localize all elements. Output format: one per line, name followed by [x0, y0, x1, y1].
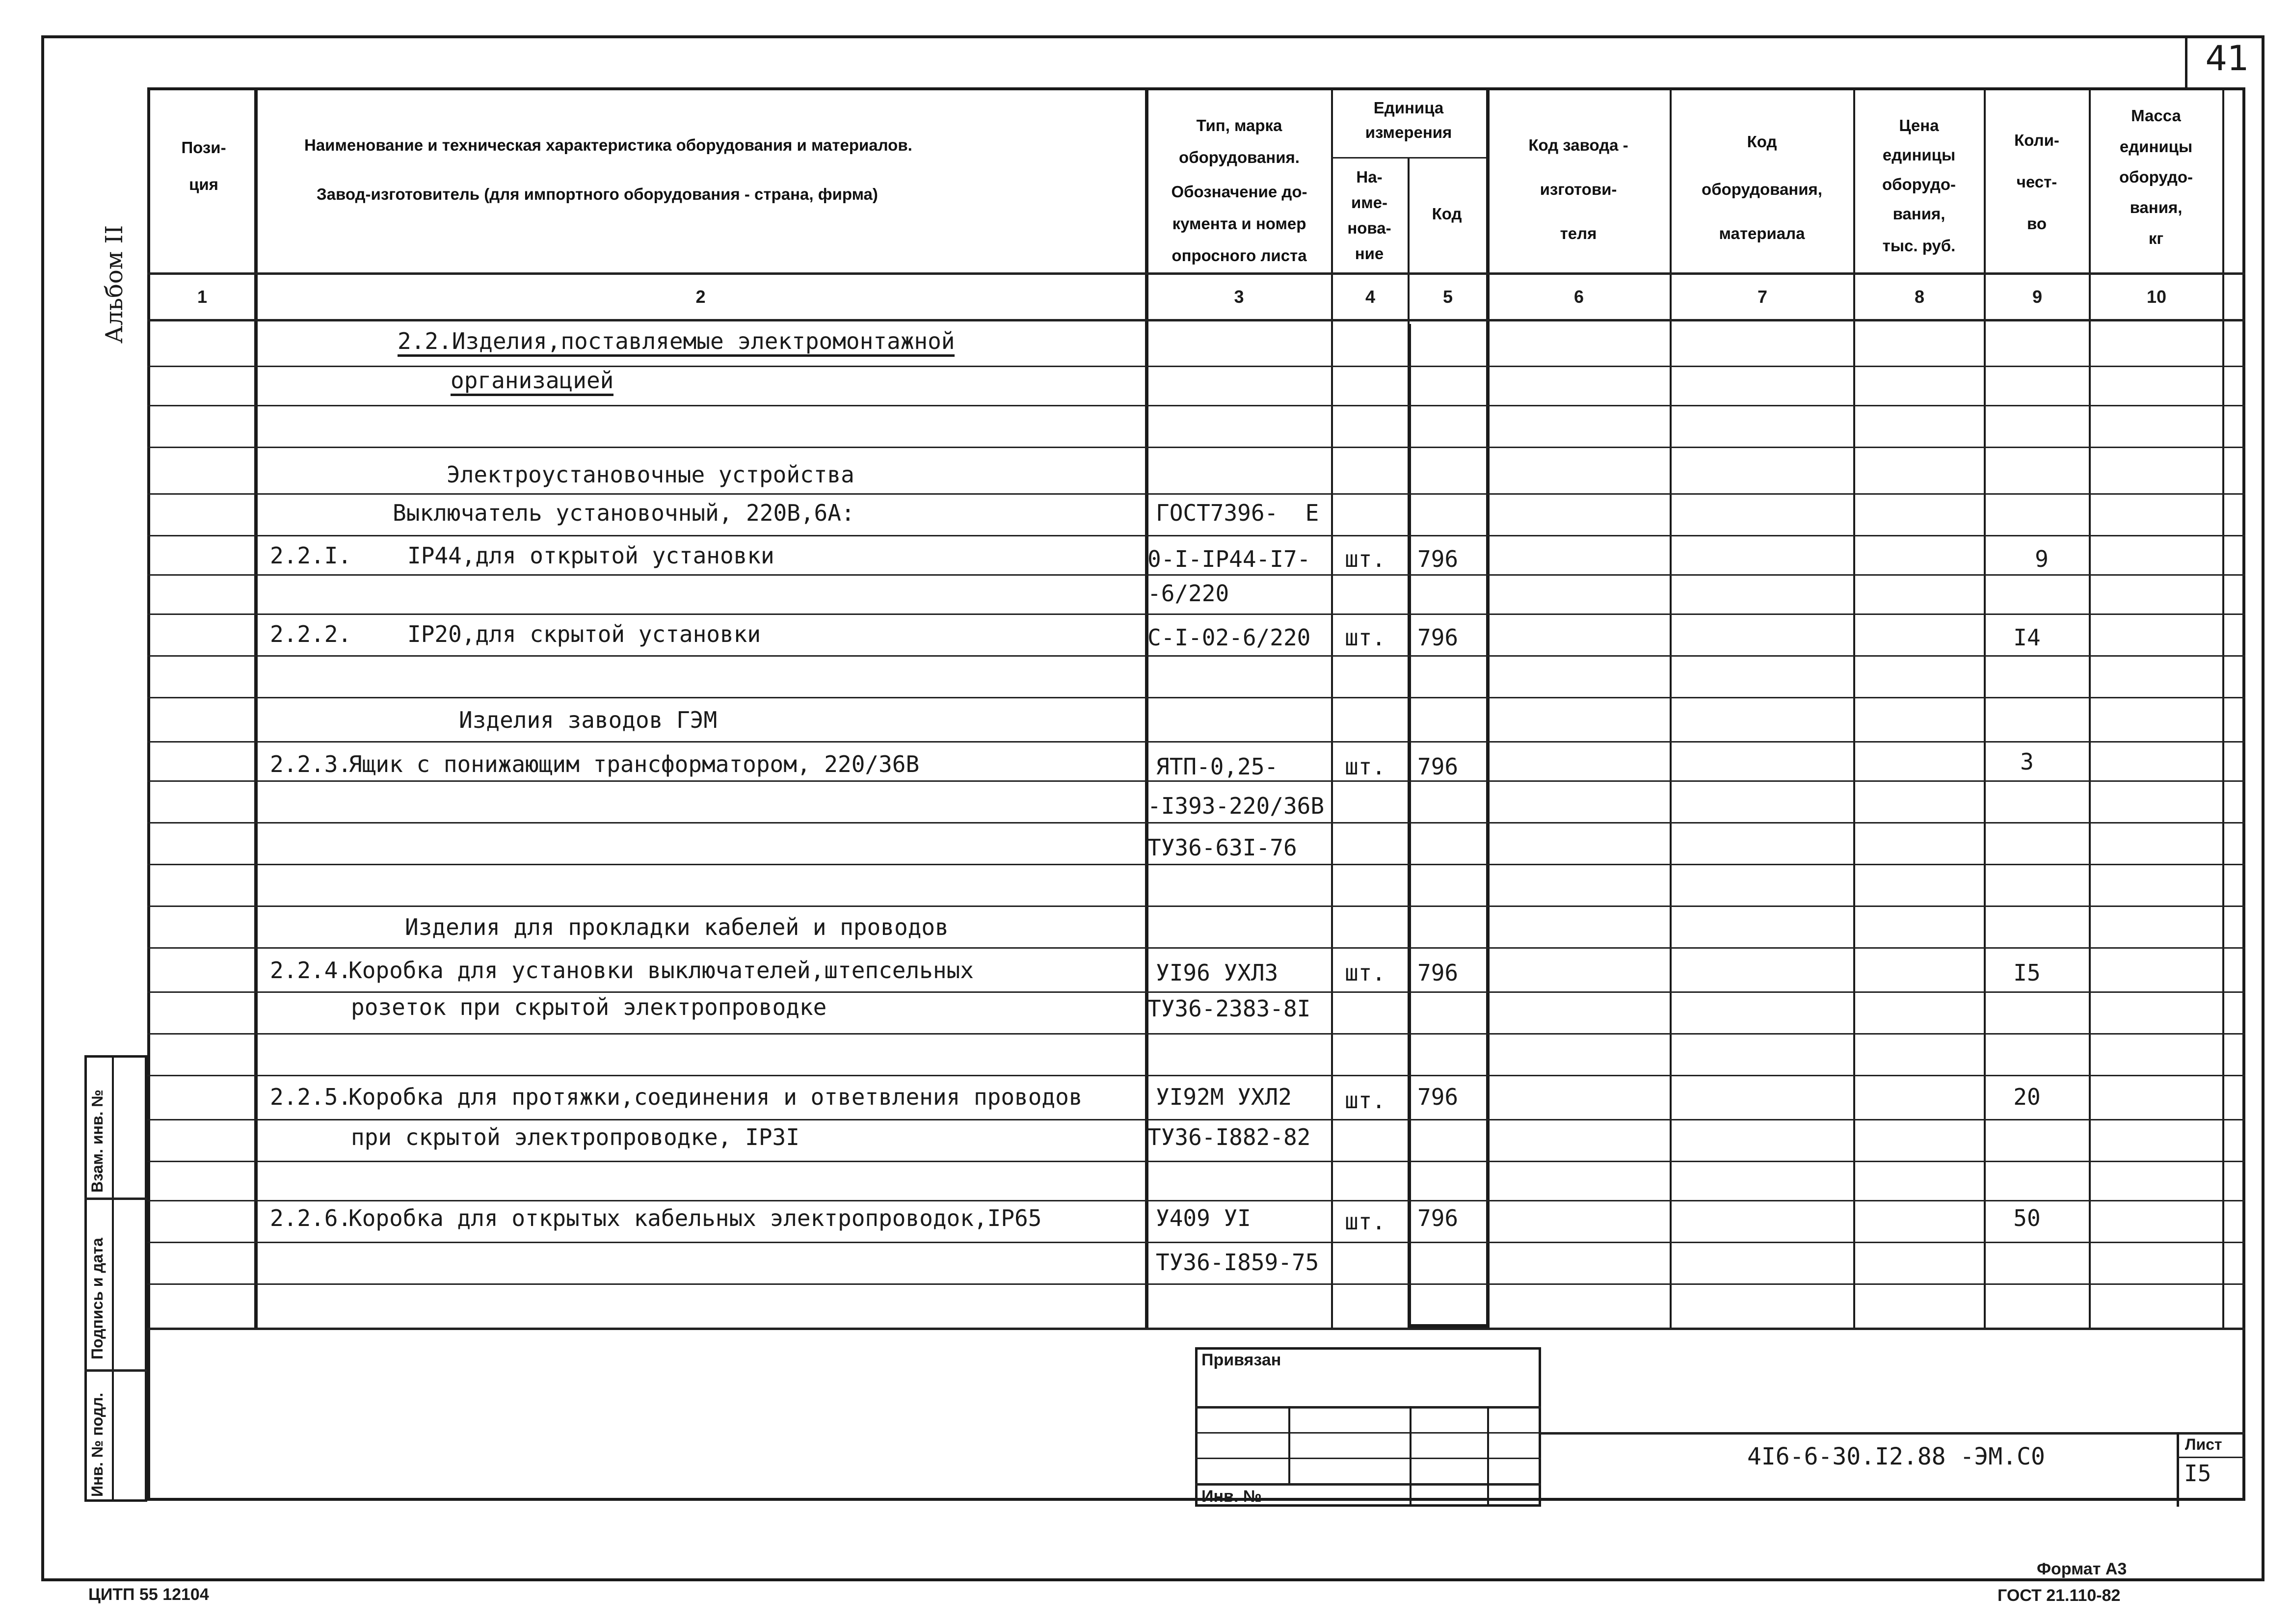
- row-line: [147, 991, 2245, 993]
- row-pos: 2.2.4.: [270, 957, 352, 984]
- row-line: [147, 613, 2245, 615]
- row-line: [147, 864, 2245, 865]
- hdr-col2-l2: Завод-изготовитель (для импортного оборудования - страна, фирма): [317, 185, 878, 203]
- row-line: [147, 1161, 2245, 1162]
- row-code: 796: [1417, 959, 1459, 986]
- hdr-unit-l1: Единица: [1373, 99, 1444, 117]
- hdr-col8-l4: вания,: [1892, 205, 1945, 223]
- row-type: С-I-02-6/220: [1147, 624, 1311, 651]
- row-name: при скрытой электропроводке, IP3I: [351, 1124, 799, 1150]
- colnum-1: 1: [197, 287, 208, 307]
- row-name: IP20,для скрытой установки: [407, 621, 761, 647]
- privyazan-col-1: [1288, 1406, 1290, 1483]
- colnum-5: 5: [1442, 287, 1453, 307]
- row-type: ЯТП-0,25-: [1156, 753, 1279, 780]
- row-type: УI96 УХЛ3: [1156, 959, 1279, 986]
- sheet-cell-line: [2177, 1457, 2245, 1458]
- hdr-col7-l2: оборудования,: [1702, 180, 1822, 198]
- row-pos: 2.2.2.: [270, 621, 352, 647]
- sheet-value: I5: [2184, 1460, 2211, 1487]
- colnum-6: 6: [1573, 287, 1584, 307]
- row-code: 796: [1417, 546, 1459, 572]
- privyazan-line-2: [1195, 1432, 1541, 1434]
- hdr-col9-l2: чест-: [2016, 173, 2057, 191]
- hdr-col1-l2: ция: [189, 175, 218, 193]
- row-line: [147, 493, 2245, 495]
- row-line: [147, 574, 2245, 576]
- row-line: [147, 1242, 2245, 1243]
- hdr-col3-l4: кумента и номер: [1172, 214, 1306, 233]
- row-unit: шт.: [1345, 1087, 1386, 1114]
- hdr-col6-l3: теля: [1560, 224, 1597, 242]
- row-qty: 3: [2020, 748, 2034, 775]
- hdr-col8-l2: единицы: [1882, 146, 1956, 164]
- album-label: Альбом II: [101, 225, 128, 344]
- row-line: [147, 741, 2245, 743]
- footer-format: Формат А3: [2037, 1560, 2127, 1578]
- hdr-unit-l2: измерения: [1365, 123, 1452, 141]
- row-line: [147, 1200, 2245, 1201]
- stamp-podpis-label: Подпись и дата: [88, 1238, 106, 1359]
- row-name: Коробка для протяжки,соединения и ответвления проводов: [348, 1084, 1083, 1110]
- hdr-col3-l2: оборудования.: [1179, 148, 1300, 166]
- row-code: 796: [1417, 1205, 1459, 1231]
- hdr-col4-l1: На-: [1356, 168, 1383, 186]
- row-name: Коробка для открытых кабельных электропроводок,IP65: [348, 1205, 1042, 1231]
- row-unit: шт.: [1345, 753, 1386, 780]
- hdr-col6-l2: изготови-: [1540, 180, 1617, 198]
- left-stamp-divider-2: [84, 1369, 147, 1372]
- hdr-col8-l1: Цена: [1899, 116, 1939, 134]
- row-name: Изделия заводов ГЭМ: [459, 707, 718, 733]
- inv-no-label: Инв. №: [1201, 1487, 1262, 1506]
- hdr-col2-l1: Наименование и техническая характеристика оборудования и материалов.: [304, 136, 912, 154]
- row-line: [147, 822, 2245, 824]
- hdr-col7-l1: Код: [1747, 133, 1777, 151]
- row-line: [147, 780, 2245, 782]
- title-block-top-line: [1541, 1432, 2245, 1435]
- privyazan-line-4: [1195, 1483, 1541, 1486]
- row-line: [147, 1283, 2245, 1285]
- row-name: Электроустановочные устройства: [447, 461, 854, 488]
- colnum-bottom-line: [147, 319, 2245, 321]
- row-code: 796: [1417, 1084, 1459, 1110]
- row-code: 796: [1417, 753, 1459, 780]
- row-type: ТУ36-63I-76: [1147, 834, 1297, 861]
- row-pos: 2.2.5.: [270, 1084, 352, 1110]
- stamp-vzam-label: Взам. инв. №: [88, 1090, 106, 1193]
- row-qty: I4: [2013, 624, 2041, 651]
- hdr-col3-l1: Тип, марка: [1196, 116, 1282, 134]
- hdr-col8-l3: оборудо-: [1882, 175, 1956, 193]
- row-unit: шт.: [1345, 624, 1386, 651]
- row-type: ГОСТ7396- Е: [1156, 500, 1319, 526]
- footer-gost: ГОСТ 21.110-82: [1998, 1586, 2121, 1605]
- row-name: Выключатель установочный, 220В,6А:: [393, 500, 855, 526]
- row-name: 2.2.Изделия,поставляемые электромонтажной: [398, 328, 955, 357]
- hdr-col4-l3: нова-: [1347, 219, 1391, 237]
- row-line: [147, 535, 2245, 536]
- row-line: [147, 1119, 2245, 1120]
- hdr-col10-l5: кг: [2148, 229, 2164, 247]
- row-unit: шт.: [1345, 1208, 1386, 1235]
- row-pos: 2.2.3.: [270, 751, 352, 777]
- row-name: Изделия для прокладки кабелей и проводов: [405, 914, 949, 940]
- row-type: -I393-220/36В: [1147, 793, 1325, 819]
- row-name: розеток при скрытой электропроводке: [351, 994, 827, 1020]
- row-type: УI92М УХЛ2: [1156, 1084, 1292, 1110]
- colnum-3: 3: [1234, 287, 1244, 307]
- hdr-col10-l3: оборудо-: [2119, 168, 2193, 186]
- hdr-col9-l3: во: [2026, 214, 2047, 233]
- row-line: [147, 405, 2245, 406]
- row-line: [147, 697, 2245, 698]
- left-stamp-divider-1: [84, 1198, 147, 1200]
- row-line: [147, 447, 2245, 448]
- privyazan-col-3: [1487, 1406, 1489, 1507]
- unit-group-line: [1331, 157, 1486, 159]
- sheet-number-top: 41: [2205, 38, 2249, 79]
- hdr-col4-l2: име-: [1351, 193, 1388, 212]
- hdr-col4-l4: ние: [1355, 244, 1384, 263]
- row-name: IP44,для открытой установки: [407, 542, 774, 569]
- stamp-inv-label: Инв. № подл.: [88, 1392, 106, 1497]
- hdr-col10-l4: вания,: [2130, 198, 2183, 216]
- row-name: Коробка для установки выключателей,штепсельных: [348, 957, 974, 984]
- row-line: [147, 655, 2245, 657]
- code-block-frame: [1408, 324, 1486, 1328]
- row-type: 0-I-IP44-I7-: [1147, 546, 1311, 572]
- row-line: [147, 905, 2245, 907]
- row-line: [147, 1033, 2245, 1035]
- row-code: 796: [1417, 624, 1459, 651]
- row-type: -6/220: [1147, 580, 1229, 607]
- privyazan-label: Привязан: [1201, 1351, 1281, 1369]
- row-pos: 2.2.I.: [270, 542, 352, 569]
- colnum-4: 4: [1365, 287, 1376, 307]
- row-type: ТУ36-2383-8I: [1147, 995, 1311, 1022]
- hdr-col8-l5: тыс. руб.: [1882, 237, 1956, 255]
- row-qty: 20: [2013, 1084, 2041, 1110]
- row-name: Ящик с понижающим трансформатором, 220/36В: [348, 751, 920, 777]
- footer-code: ЦИТП 55 12104: [88, 1585, 209, 1604]
- row-qty: I5: [2013, 959, 2041, 986]
- hdr-col3-l3: Обозначение до-: [1171, 183, 1307, 201]
- colnum-2: 2: [695, 287, 706, 307]
- hdr-col9-l1: Коли-: [2014, 131, 2059, 149]
- colnum-7: 7: [1757, 287, 1768, 307]
- row-unit: шт.: [1345, 546, 1386, 572]
- colnum-10: 10: [2146, 287, 2167, 307]
- hdr-col5: Код: [1432, 205, 1462, 223]
- hdr-col10-l1: Масса: [2131, 106, 2181, 125]
- left-stamp-divider-v: [112, 1055, 114, 1502]
- table-bottom-line: [147, 1328, 2245, 1330]
- hdr-col3-l5: опросного листа: [1172, 246, 1307, 265]
- hdr-col1-l1: Пози-: [181, 138, 226, 157]
- sheet-label: Лист: [2185, 1436, 2222, 1453]
- row-unit: шт.: [1345, 959, 1386, 986]
- privyazan-col-2: [1410, 1406, 1412, 1507]
- hdr-col6-l1: Код завода -: [1528, 136, 1628, 154]
- row-name: организацией: [451, 367, 613, 396]
- hdr-col10-l2: единицы: [2119, 137, 2193, 156]
- privyazan-line-3: [1195, 1458, 1541, 1459]
- colnum-9: 9: [2032, 287, 2043, 307]
- hdr-col7-l3: материала: [1719, 224, 1805, 242]
- row-type: ТУ36-I882-82: [1147, 1124, 1311, 1150]
- colnum-8: 8: [1914, 287, 1925, 307]
- row-qty: 9: [2035, 546, 2049, 572]
- row-pos: 2.2.6.: [270, 1205, 352, 1231]
- row-type: У409 УI: [1156, 1205, 1251, 1231]
- row-type: ТУ36-I859-75: [1156, 1249, 1319, 1276]
- privyazan-line-1: [1195, 1406, 1541, 1409]
- row-line: [147, 947, 2245, 949]
- row-qty: 50: [2013, 1205, 2041, 1231]
- row-line: [147, 1075, 2245, 1076]
- document-code: 4I6-6-30.I2.88 -ЭМ.С0: [1747, 1443, 2045, 1470]
